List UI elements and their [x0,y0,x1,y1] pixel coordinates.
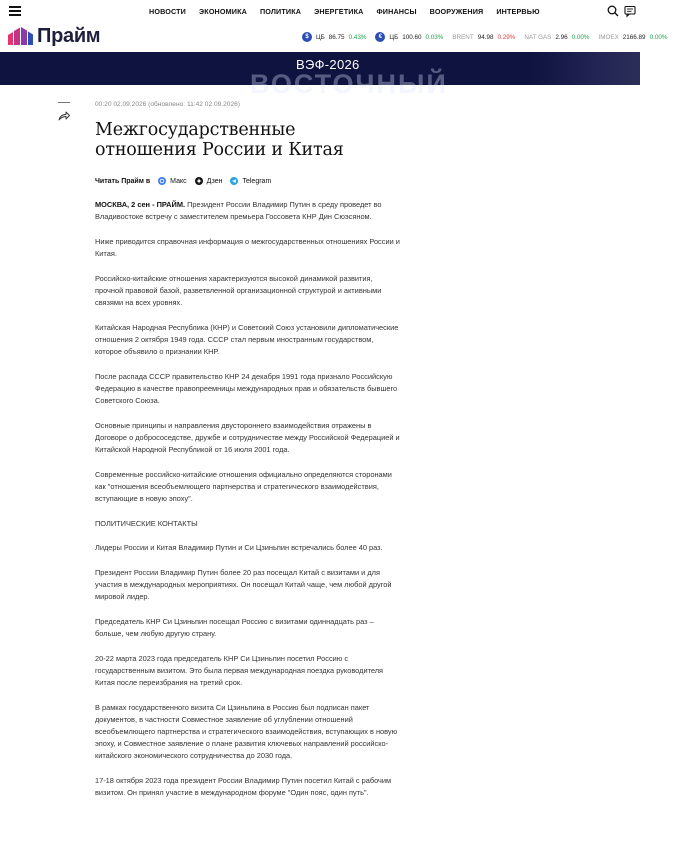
ticker-eur[interactable]: € ЦБ 100.60 0.03% [375,32,443,42]
lead-dateline: МОСКВА, 2 сен - ПРАЙМ. [95,200,186,209]
brand-row [0,22,668,52]
nav-item-economy[interactable]: ЭКОНОМИКА [199,6,247,16]
ticker-imoex[interactable]: IMOEX 2166.89 0.00% [598,33,668,41]
logo-text: Прайм [37,25,101,47]
paragraph: 20-22 марта 2023 года председатель КНР Си Цзиньпин посетил Россию с государственным визитом. Это была первая международная поездка руководителя Китая после переизбрания на третий срок. [95,653,384,687]
nav-item-finance[interactable]: ФИНАНСЫ [376,6,417,16]
top-navigation [0,0,640,22]
read-link-dzen[interactable]: Дзен [195,177,223,185]
paragraph: Российско-китайские отношения характеризуются высокой динамикой развития, прочной правовой базой, разветвленной организационной структурой и активными связями на всех уровнях. [95,273,382,307]
read-in-label: Читать Прайм в [95,177,151,185]
banner-title: ВЭФ-2026 [296,57,360,72]
section-heading: ПОЛИТИЧЕСКИЕ КОНТАКТЫ [95,518,198,528]
paragraph: Современные российско-китайские отношения официально определяются сторонами как "отношения всеобъемлющего партнерства и стратегического взаимодействия, вступающие в новую эпоху". [95,469,392,503]
paragraph: Председатель КНР Си Цзиньпин посещал Россию с визитами одиннадцать раз – больше, чем любую другую страну. [95,616,374,638]
paragraph: 17-18 октября 2023 года президент России Владимир Путин посетил Китай с рабочим визитом. Он принял участие в международном форуме "Один пояс, один путь". [95,775,392,798]
paragraph: Лидеры России и Китая Владимир Путин и Си Цзиньпин встречались более 40 раз. [95,543,383,553]
nav-item-interview[interactable]: ИНТЕРВЬЮ [496,6,540,16]
article [95,100,401,812]
banner-glow [530,52,640,85]
telegram-icon [230,177,238,185]
logo[interactable] [8,25,100,47]
logo-mark-icon [8,27,34,45]
paragraph: Основные принципы и направления двустороннего взаимодействия отражены в Договоре о добрососедстве, дружбе и сотрудничестве между Российской Федерацией и Китайской Народной Республикой от 16 июля 2001 года. [95,420,400,454]
nav-item-politics[interactable]: ПОЛИТИКА [259,6,302,16]
menu-icon[interactable] [9,6,21,16]
banner-subtitle: ВОСТОЧНЫЙ [250,69,448,99]
nav-item-weapons[interactable]: ВООРУЖЕНИЯ [429,6,484,16]
article-date: 00:20 02.09.2026 (обновлено: 11:42 02.09.2026) [95,101,240,108]
dollar-icon: $ [302,32,312,42]
read-in-row [95,176,401,186]
main-nav [149,0,553,22]
read-link-max[interactable]: Макс [158,177,186,185]
ticker-brent[interactable]: BRENT 94.98 0.29% [452,33,516,41]
paragraph: Ниже приводится справочная информация о межгосударственных отношениях России и Китая. [95,236,400,258]
max-icon [158,177,166,185]
promo-banner[interactable] [0,52,640,99]
read-link-telegram[interactable]: Telegram [230,177,271,185]
divider [58,102,70,103]
share-icon[interactable] [58,111,70,121]
ticker-natgas[interactable]: NAT GAS 2.96 0.00% [524,33,590,41]
nav-item-news[interactable]: НОВОСТИ [149,6,187,16]
dzen-icon [195,177,203,185]
chat-icon[interactable] [624,5,636,17]
ticker-usd[interactable]: $ ЦБ 86.75 0.43% [302,32,366,42]
euro-icon: € [375,32,385,42]
paragraph: Китайская Народная Республика (КНР) и Советский Союз установили дипломатические отношения 2 октября 1949 года. СССР стал первым иностранным государством, которое объявило о признании КНР. [95,322,399,356]
paragraph: После распада СССР правительство КНР 24 декабря 1991 года признало Российскую Федерацию в качестве правопреемницы международных прав и обязательств бывшего Советского Союза. [95,371,398,405]
article-body [95,199,401,799]
nav-item-energy[interactable]: ЭНЕРГЕТИКА [314,6,364,16]
market-tickers [302,30,676,44]
paragraph: В рамках государственного визита Си Цзиньпина в Россию был подписан пакет документов, в частности Совместное заявление об углублении отношений всеобъемлющего партнерства и стратегического взаимодействия, вступающих в новую эпоху, и Совместное заявление о плане развития ключевых направлений российско-китайского экономического сотрудничества до 2030 года. [95,702,398,761]
search-icon[interactable] [607,5,619,17]
paragraph: Президент России Владимир Путин более 20 раз посещал Китай с визитами и для участия в международных мероприятиях. Он посещал Китай чаще, чем любой другой мировой лидер. [95,567,392,602]
lead-paragraph: МОСКВА, 2 сен - ПРАЙМ. Президент России Владимир Путин в среду проведет во Владивостоке встречу с заместителем премьера Госсовета КНР Дин Сюэсяном. [95,200,382,222]
article-title: Межгосударственные отношения России и Китая [95,120,344,160]
